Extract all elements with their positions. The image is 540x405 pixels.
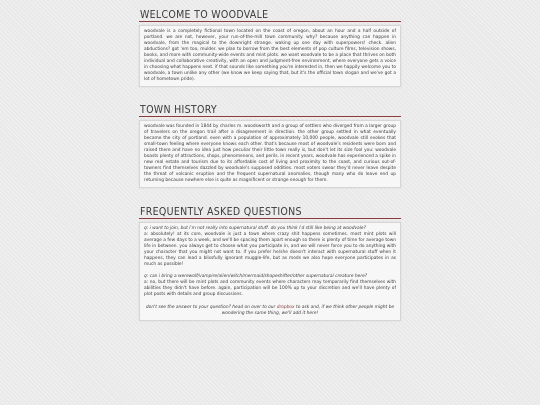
faq-question: q: i want to join, but i'm not really into supernatural stuff. do you think i'd still like being at woodvale? [144,226,366,231]
welcome-title: WELCOME TO WOODVALE [139,9,401,22]
faq-answer: a: absolutely! at its core, woodvale is just a town where crazy shit happens sometimes. most mint plots will average a few days to a week, and we'll be spacing them apart enough so there is plenty of time for average town life in between. you always get to choose what you participate in, and we will never force you to do anything with your character that you might not want to. if you prefer he/she doesn't interact with supernatural stuff when it happens, they can lead a blissfully ignorant muggle-life, but as mods we also hope everyone participates in as much as possible! [144,232,396,268]
history-card [139,120,401,188]
welcome-section [139,9,401,87]
faq-footer [144,305,396,317]
history-body: woodvale was founded in 1844 by charles m. woodsworth and a group of settlers who diverged from a larger group of travelers on the oregon trail after a disagreement in direction. the other group settled in what eventually became the city of portland. even with a population of approximately 10,000 people, woodvale still evokes that small-town feeling where everyone knows each other. that's because most of woodvale's residents were born and raised there and have no idea just how peculiar their little town really is, but don't let its size fool you: woodvale boasts plenty of attractions, shops, phenomenons, and perils. in recent years, woodvale has experienced a spike in new real estate and tourism due to its affordable cost of living and proximity to the coast, and curious out-of-towners find themselves dazzled by woodvale's supposed oddities. most voters swear they'd never leave despite the threat of volcanic eruption and the frequent supernatural anomalies, though many who do leave end up returning because nowhere else is quite as magnificent or strange enough for them. [144,124,396,184]
faq-card [139,222,401,321]
faq-answer: a: no, but there will be mint plots and community events where characters may temporarily find themselves with abilities they didn't have before. again, participation will be 100% up to your discretion and we'll have plenty of plot posts with details and group discussions. [144,280,396,298]
faq-question: q: can i bring a werewolf/vampire/alien/witch/mermaid/shapeshifter/other supernatural creature here? [144,274,368,280]
faq-section [139,206,401,321]
dropbox-link[interactable]: dropbox [276,304,295,310]
faq-title: FREQUENTLY ASKED QUESTIONS [139,206,401,219]
history-title: TOWN HISTORY [139,104,401,117]
faq-item [144,274,396,298]
welcome-card [139,25,401,87]
faq-item [144,226,396,268]
history-section [139,104,401,188]
welcome-body: woodvale is a completely fictional town located on the coast of oregon, about an hour and a half outside of portland. we are not, however, your run-of-the-mill town community. why? because anything can happen in woodvale, from the magical to the downright strange. waking up one day with superpowers! check. alien abductions? got 'em too, mulder. we plan to borrow from the best elements of pop culture films, television shows, books, and more with community-wide events and mint plots. we want woodvale to be a place that thrives on both individual and collaborative creativity, with an open and judgment-free environment, where everyone gets a voice in choosing what happens next. if that sounds like something you're interested in, then we happily welcome you to woodvale, a town unlike any other (we know we keep saying that, but it's the official town slogan and we've got a lot of hometown pride). [144,29,396,83]
faq-footer-text-end: to ask and, if we think other people might be wondering the same thing, we'll add it here! [221,304,395,316]
faq-footer-text: don't see the answer to your question? head on over to our [145,304,277,310]
